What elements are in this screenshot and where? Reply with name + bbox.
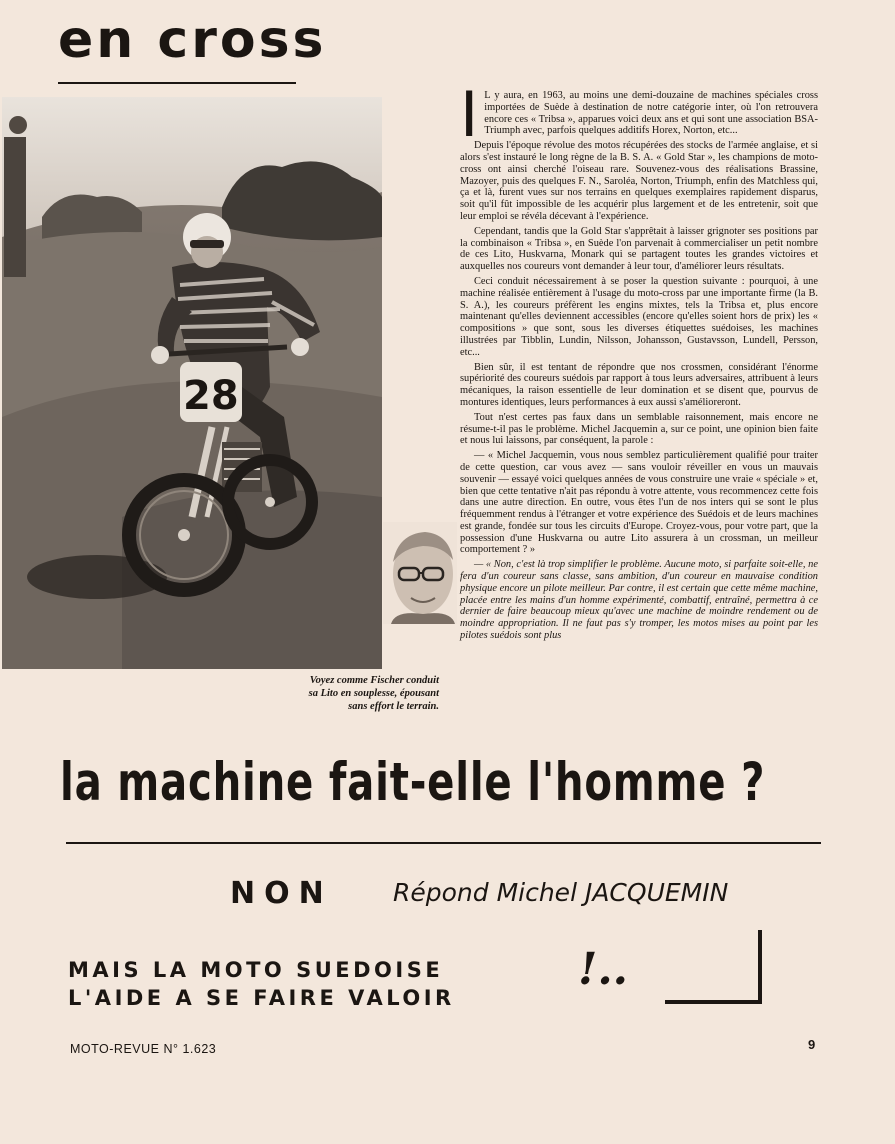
- article-paragraph: Depuis l'époque révolue des motos récupérées des stocks de l'armée anglaise, et si alors s'est instauré le long règne de la B. S. A. « Gold Star », les champions de moto-cross ont ainsi cherché l'oiseau rare. Souvenez-vous des réalisations Brassine, Mazoyer, puis des quelques F. N., Saroléa, Norton, Triumph, enfin des Matchless qui, ça et là, furent vues sur nos terrains en quelques exemplaires rapidement disparus, soit qu'il fût impossible de les acquérir plus largement et de les entretenir, soit que leur emploi se révéla décevant à l'expérience.: [460, 140, 818, 222]
- non-label: NON: [230, 876, 333, 911]
- kicker-underline: [58, 82, 296, 84]
- tagline-line-1: MAIS LA MOTO SUEDOISE: [68, 958, 444, 982]
- article-paragraph: Cependant, tandis que la Gold Star s'apprêtait à laisser grignoter ses positions par la combinaison « Tribsa », en Suède l'on parvenait à commercialiser un petit nombre de ces Lito, Huskvarna, Monark qui se partagent toutes les grandes victoires et auxquelles nos coureurs vont demander à leur tour, d'améliorer leurs résultats.: [460, 225, 818, 273]
- article-paragraph: Tout n'est certes pas faux dans un semblable raisonnement, mais encore ne résume-t-il pas le problème. Michel Jacquemin a, sur ce point, une opinion bien faite et nous lui laissons, par conséquent, la parole :: [460, 411, 818, 447]
- headline-rule: [66, 842, 821, 844]
- tagline-exclamation: !..: [578, 944, 628, 995]
- interview-answer: — « Non, c'est là trop simplifier le problème. Aucune moto, si parfaite soit-elle, ne fera d'un coureur sans classe, sans ambition, d'un coureur en mauvaise condition physique encore un pilote meilleur. Par contre, il est certain que cette même machine, placée entre les mains d'un homme expérimenté, combattif, entraîné, permettra à ce dernier de faire beaucoup mieux qu'avec une machine de moindre rendement ou de moindre appropriation. Il ne faut pas s'y tromper, les motos mises au point par les pilotes suédois sont plus: [460, 559, 818, 642]
- portrait-illustration: [383, 522, 457, 624]
- section-kicker: en cross: [58, 10, 327, 70]
- tagline: [68, 956, 455, 1012]
- headline: la machine fait-elle l'homme ?: [60, 752, 766, 813]
- corner-mark-horizontal: [665, 1000, 762, 1004]
- drop-cap: I: [460, 78, 479, 151]
- article-paragraph: I L y aura, en 1963, au moins une demi-douzaine de machines spéciales cross importées de Suède à destination de notre catégorie inter, où l'on retrouvera encore ces « Tribsa », apparues voici deux ans et qui sont une association BSA-Triumph avec, parfois quelques additifs Horex, Norton, etc...: [460, 78, 818, 151]
- respondent-line: Répond Michel JACQUEMIN: [393, 878, 729, 907]
- magazine-issue: MOTO-REVUE N° 1.623: [70, 1042, 217, 1056]
- race-number: 28: [183, 373, 239, 419]
- motocross-photo-illustration: [2, 97, 382, 669]
- motocross-photo: [2, 97, 382, 669]
- photo-caption: Voyez comme Fischer conduit sa Lito en souplesse, épousant sans effort le terrain.: [308, 675, 439, 712]
- jacquemin-portrait: [383, 522, 457, 624]
- interview-question: — « Michel Jacquemin, vous nous semblez particulièrement qualifié pour traiter de cette question, car vous avez — sans vouloir réveiller en vous un mauvais souvenir — essayé voici quelques années de vous construire une vraie « spéciale » et, bien que cette tentative n'ait pas répondu à votre attente, vous recommencez cette fois dans une autre direction. En outre, vous êtes l'un de nos inters qui se sont le plus fréquemment rendus à l'étranger et votre expérience des Suédois et de leurs machines est grande, fondée sur tous les circuits d'Europe. Croyez-vous, pour votre part, que la possession d'une Huskvarna ou autre Lito assurera à un crossman, un meilleur comportement ? »: [460, 450, 818, 556]
- page-number: 9: [808, 1037, 816, 1052]
- tagline-line-2: L'AIDE A SE FAIRE VALOIR: [68, 986, 455, 1010]
- corner-mark-vertical: [758, 930, 762, 1004]
- article-paragraph: Ceci conduit nécessairement à se poser la question suivante : pourquoi, à une machine réalisée entièrement à l'usage du moto-cross par une importante firme (la B. S. A.), les coureurs préfèrent les engins mixtes, tels la Tribsa et, plus encore maintenant qu'elles deviennent accessibles (encore qu'elles soient hors de prix) les « compositions » que sont, sous les diverses étiquettes suédoises, les machines illustrées par Tibblin, Lundin, Nilsson, Johansson, Gustavsson, Lundell, Persson, etc...: [460, 275, 818, 358]
- article-paragraph: Bien sûr, il est tentant de répondre que nos crossmen, considérant l'énorme supériorité des coureurs suédois par rapport à tous leurs adversaires, attribuent à leurs mécaniques, la raison essentielle de leur domination et se disent que, pourvus de montures identiques, leurs performances à eux aussi s'amélioreront.: [460, 361, 818, 408]
- article-body: [460, 78, 818, 645]
